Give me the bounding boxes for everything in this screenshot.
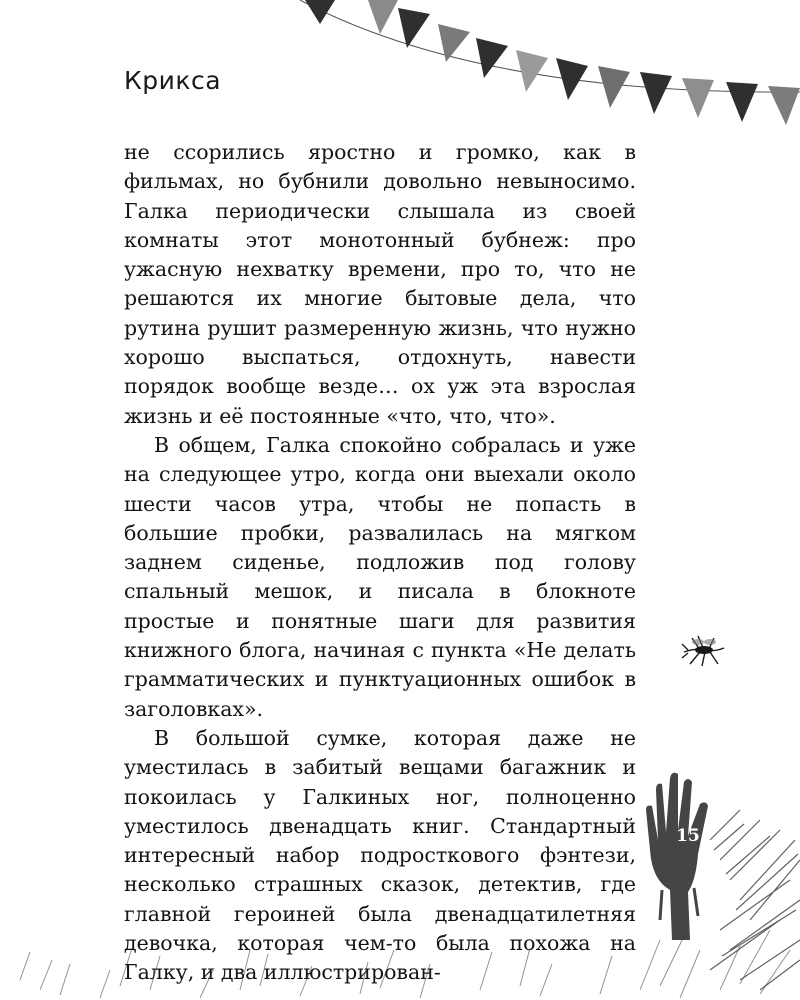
grass-strokes-icon bbox=[0, 890, 800, 1000]
paragraph-2: В общем, Галка спокойно собралась и уже на следующее утро, когда они выехали около шести часов утра, чтобы не попасть в большие пробки, развалилась на мягком заднем сиденье, подложив под голову спальный мешок, и писала в блокноте простые и понятные шаги для развития книжного блога, начиная с пункта «Не делать грамматических и пунктуационных ошибок в заголовках». bbox=[124, 432, 636, 721]
paragraph-1: не ссорились яростно и громко, как в фильмах, но бубнили довольно невыносимо. Галка периодически слышала из своей комнаты этот монотонный бубнеж: про ужасную нехватку времени, про то, что не решаются их многие бытовые дела, что рутина рушит размеренную жизнь, что нужно хорошо выспаться, отдохнуть, навести порядок вообще везде… ох уж эта взрослая жизнь и её постоянные «что, что, что». bbox=[124, 140, 636, 428]
body-text bbox=[124, 138, 636, 988]
bunting-flags-icon bbox=[280, 0, 800, 135]
paragraph-3: В большой сумке, которая даже не уместилась в забитый вещами багажник и покоилась у Галкиных ног, полноценно уместилось двенадцать книг. Стандартный интересный набор подросткового фэнтези, несколько страшных сказок, детектив, где главной героиней была двенадцатилетняя девочка, которая чем-то была похожа на Галку, и два иллюстрирован- bbox=[124, 725, 636, 985]
mosquito-icon bbox=[678, 630, 730, 670]
running-header: Крикса bbox=[124, 66, 222, 95]
page-number: 15 bbox=[676, 826, 700, 846]
